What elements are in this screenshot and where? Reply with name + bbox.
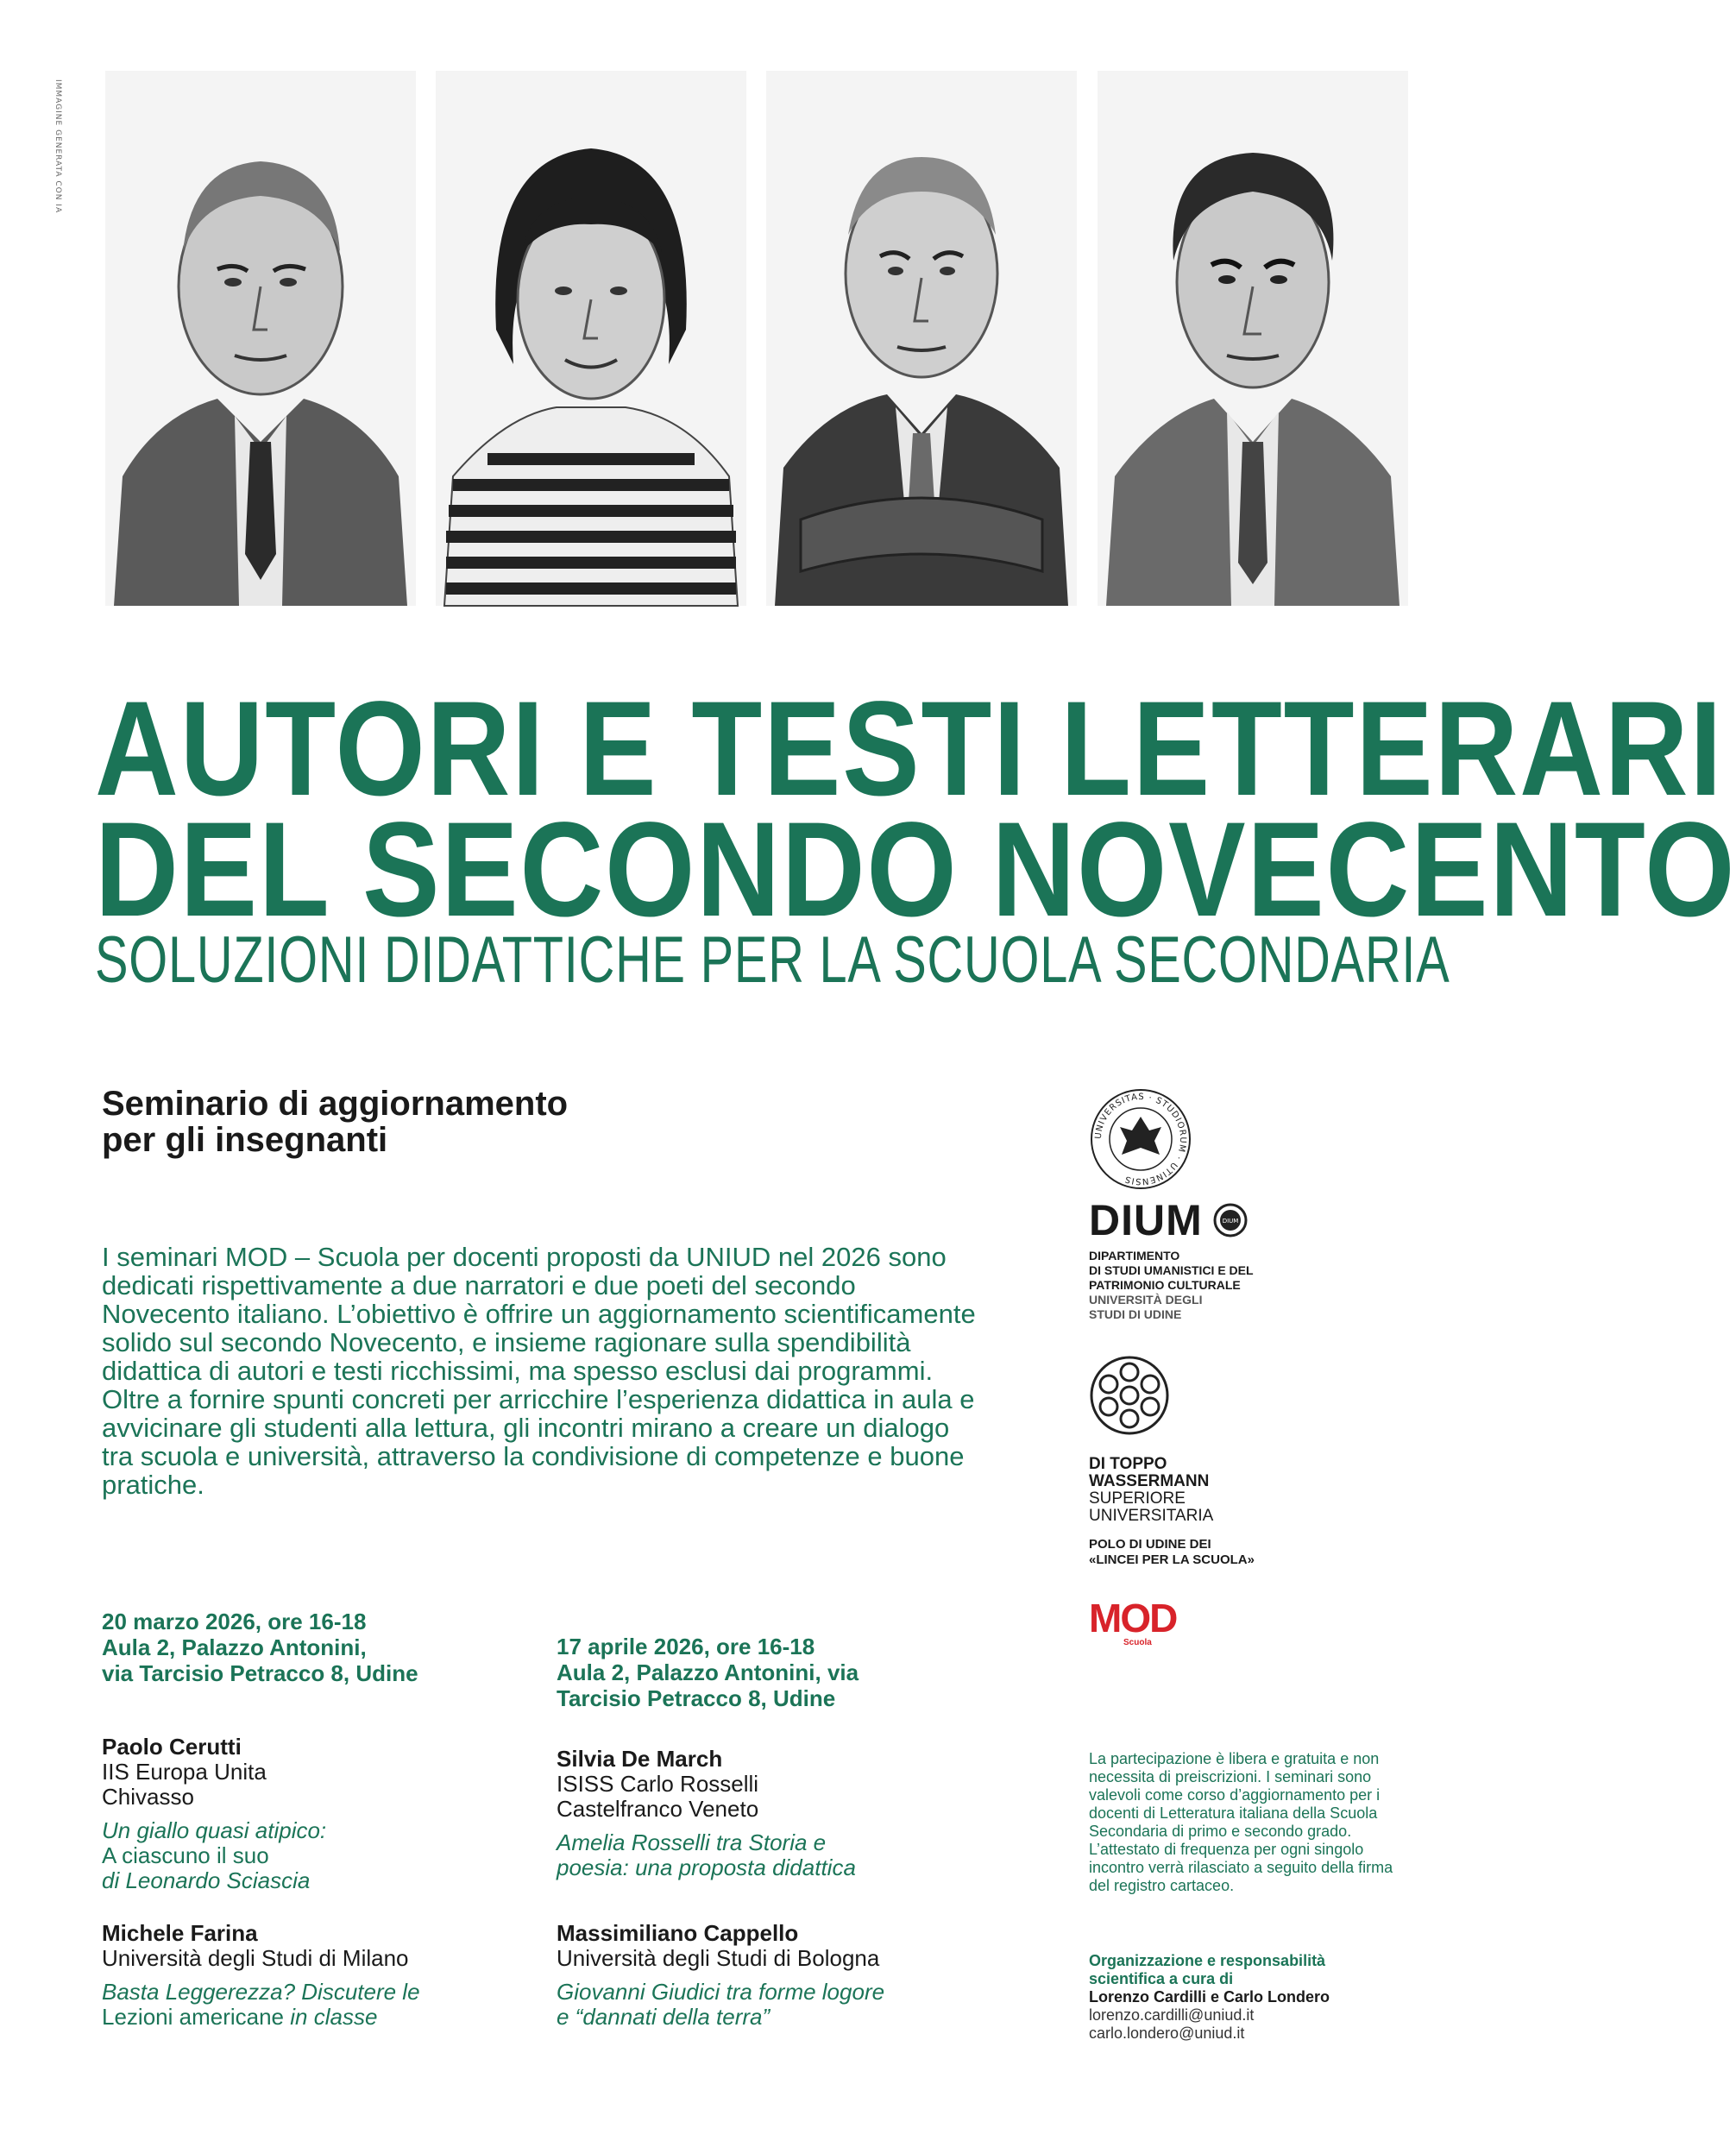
talk-title-line-2: e “dannati della terra” bbox=[557, 2004, 771, 2030]
session-2-date bbox=[557, 1634, 859, 1711]
intro-paragraph: I seminari MOD – Scuola per docenti proposti da UNIUD nel 2026 sono dedicati rispettivamente a due narratori e due poeti del secondo Novecento italiano. L’obiettivo è offrire un aggiornamento scientificamente solido sul secondo Novecento, e insieme ragionare sulla spendibilità didattica di autori e testi ricchissimi, ma spesso esclusi dai programmi. Oltre a fornire spunti concreti per arricchire l’esperienza didattica in aula e avvicinare gli studenti alla lettura, gli incontri mirano a creare un dialogo tra scuola e università, attraverso la condivisione di competenze e buone pratiche. bbox=[102, 1242, 976, 1500]
talk-title bbox=[557, 1980, 884, 2030]
mod-wordmark: MOD bbox=[1089, 1596, 1177, 1640]
talk-title bbox=[102, 1818, 326, 1893]
speaker-name: Michele Farina bbox=[102, 1920, 258, 1946]
portrait-3-sketch bbox=[766, 71, 1077, 606]
organization-heading-1: Organizzazione e responsabilità bbox=[1089, 1952, 1326, 1969]
talk-title-line-2: A ciascuno il suo bbox=[102, 1842, 269, 1868]
session-1-address-line: via Tarcisio Petracco 8, Udine bbox=[102, 1660, 418, 1686]
dium-logo bbox=[1089, 1195, 1254, 1322]
speaker-de-march bbox=[557, 1747, 856, 1880]
dium-line-5: STUDI DI UDINE bbox=[1089, 1307, 1182, 1321]
speaker-cerutti bbox=[102, 1735, 326, 1893]
speaker-location: Chivasso bbox=[102, 1784, 194, 1810]
speaker-affiliation: Università degli Studi di Bologna bbox=[557, 1945, 880, 1971]
dium-badge-text: DIUM bbox=[1222, 1218, 1239, 1225]
organizer-names: Lorenzo Cardilli e Carlo Londero bbox=[1089, 1988, 1330, 2006]
portrait-4 bbox=[1098, 71, 1408, 606]
di-toppo-wassermann-logo bbox=[1089, 1355, 1255, 1568]
speaker-name: Silvia De March bbox=[557, 1746, 723, 1772]
session-2-address-line: Tarcisio Petracco 8, Udine bbox=[557, 1685, 836, 1711]
lincei-line-1: POLO DI UDINE DEI bbox=[1089, 1537, 1211, 1552]
dtw-line-2: WASSERMANN bbox=[1089, 1472, 1210, 1490]
talk-title-line-2: poesia: una proposta didattica bbox=[557, 1854, 856, 1880]
talk-title-line-3: in classe bbox=[290, 2004, 378, 2030]
organization-block bbox=[1089, 1952, 1399, 2043]
session-2-date-line: 17 aprile 2026, ore 16-18 bbox=[557, 1634, 815, 1659]
session-1-venue-line: Aula 2, Palazzo Antonini, bbox=[102, 1634, 367, 1660]
dium-line-1: DIPARTIMENTO bbox=[1089, 1249, 1180, 1263]
dium-line-4: UNIVERSITÀ DEGLI bbox=[1089, 1293, 1203, 1307]
seal-lettering: UNIVERSITAS · STUDIORUM · UTINENSIS bbox=[1093, 1092, 1188, 1187]
speaker-affiliation: Università degli Studi di Milano bbox=[102, 1945, 409, 1971]
portrait-1 bbox=[105, 71, 416, 606]
session-1-date bbox=[102, 1609, 418, 1686]
seminar-subtitle bbox=[102, 1086, 568, 1158]
dium-wordmark: DIUM bbox=[1089, 1196, 1203, 1244]
speaker-name: Paolo Cerutti bbox=[102, 1734, 242, 1760]
portrait-1-sketch bbox=[105, 71, 416, 606]
speaker-name: Massimiliano Cappello bbox=[557, 1920, 799, 1946]
portrait-3 bbox=[766, 71, 1077, 606]
mod-scuola-logo bbox=[1089, 1598, 1176, 1647]
university-seal-icon bbox=[1089, 1087, 1192, 1191]
speaker-location: Castelfranco Veneto bbox=[557, 1796, 759, 1822]
dium-line-3: PATRIMONIO CULTURALE bbox=[1089, 1278, 1241, 1292]
speaker-affiliation: IIS Europa Unita bbox=[102, 1759, 267, 1785]
talk-title-line-1: Amelia Rosselli tra Storia e bbox=[557, 1829, 827, 1855]
title-line-1: AUTORI E TESTI LETTERARI bbox=[95, 674, 1724, 824]
portrait-2 bbox=[436, 71, 746, 606]
speaker-affiliation: ISISS Carlo Rosselli bbox=[557, 1771, 759, 1797]
dtw-line-4: UNIVERSITARIA bbox=[1089, 1507, 1214, 1525]
talk-title-line-3: di Leonardo Sciascia bbox=[102, 1867, 311, 1893]
talk-title bbox=[102, 1980, 420, 2030]
lincei-line-2: «LINCEI PER LA SCUOLA» bbox=[1089, 1552, 1255, 1567]
dtw-circles-icon bbox=[1089, 1355, 1170, 1436]
mod-subtitle: Scuola bbox=[1123, 1638, 1152, 1647]
organization-heading-2: scientifica a cura di bbox=[1089, 1970, 1234, 1987]
talk-title-line-2: Lezioni americane bbox=[102, 2004, 285, 2030]
email-londero[interactable]: carlo.londero@uniud.it bbox=[1089, 2025, 1245, 2042]
ai-generated-note: IMMAGINE GENERATA CON IA bbox=[53, 79, 62, 214]
talk-title bbox=[557, 1830, 856, 1880]
title-line-2: DEL SECONDO NOVECENTO bbox=[95, 795, 1736, 945]
subtitle-line-2: per gli insegnanti bbox=[102, 1121, 388, 1159]
email-cardilli[interactable]: lorenzo.cardilli@uniud.it bbox=[1089, 2006, 1255, 2024]
participation-info: La partecipazione è libera e gratuita e non necessita di preiscrizioni. I seminari sono valevoli come corso d’aggiornamento per i docenti di Letteratura italiana della Scuola Secondaria di primo e secondo grado. L’attestato di frequenza per ogni singolo incontro verrà rilasciato a seguito della firma del registro cartaceo. bbox=[1089, 1750, 1393, 1894]
dtw-line-1: DI TOPPO bbox=[1089, 1455, 1167, 1473]
title-line-3: SOLUZIONI DIDATTICHE PER LA SCUOLA SECONDARIA bbox=[95, 923, 1450, 997]
university-seal bbox=[1089, 1087, 1192, 1195]
talk-title-line-1: Giovanni Giudici tra forme logore bbox=[557, 1979, 885, 2005]
subtitle-line-1: Seminario di aggiornamento bbox=[102, 1085, 569, 1123]
portrait-4-sketch bbox=[1098, 71, 1408, 606]
speaker-cappello bbox=[557, 1921, 884, 2030]
dtw-line-3: SUPERIORE bbox=[1089, 1489, 1186, 1508]
portrait-2-sketch bbox=[436, 71, 746, 606]
session-2-venue-line: Aula 2, Palazzo Antonini, via bbox=[557, 1659, 859, 1685]
talk-title-line-1: Un giallo quasi atipico: bbox=[102, 1817, 327, 1843]
speaker-farina bbox=[102, 1921, 420, 2030]
dium-line-2: DI STUDI UMANISTICI E DEL bbox=[1089, 1263, 1254, 1277]
dium-badge-icon bbox=[1213, 1203, 1248, 1237]
talk-title-line-1: Basta Leggerezza? Discutere le bbox=[102, 1979, 420, 2005]
session-1-date-line: 20 marzo 2026, ore 16-18 bbox=[102, 1609, 367, 1634]
